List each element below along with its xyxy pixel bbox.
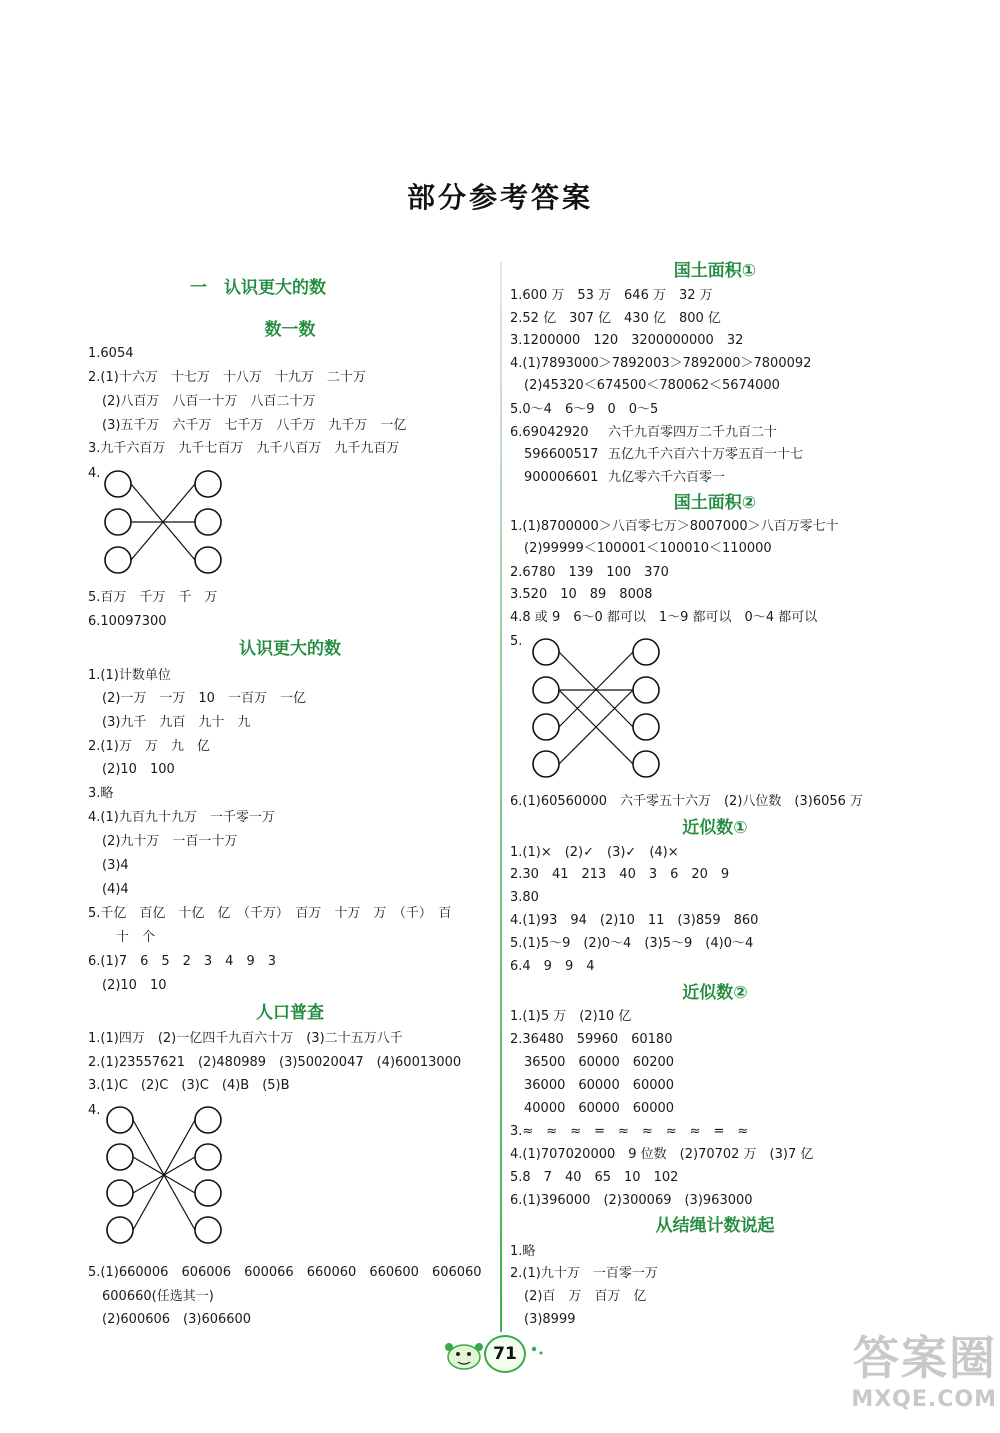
- answer-line: 1.(1)四万 (2)一亿四千九百六十万 (3)二十五万八千: [88, 1031, 403, 1046]
- dot-ornament-icon: [530, 1343, 544, 1357]
- answer-line: 4.(1)707020000 9 位数 (2)70702 万 (3)7 亿: [510, 1147, 814, 1162]
- answer-line: (2)10 10: [102, 978, 167, 993]
- answer-line: 6.10097300: [88, 614, 167, 629]
- answer-line: 5.千亿 百亿 十亿 亿 （千万） 百万 十万 万 （千） 百: [88, 906, 452, 921]
- watermark-url: MXQE.COM: [851, 1387, 997, 1412]
- answer-line: 6.(1)396000 (2)300069 (3)963000: [510, 1193, 753, 1208]
- answer-line: 2.30 41 213 40 3 6 20 9: [510, 867, 730, 882]
- page-number: 71: [484, 1335, 526, 1373]
- answer-line: 4.: [88, 1103, 101, 1118]
- answer-line: 2.6780 139 100 370: [510, 565, 669, 580]
- answer-line: 5.8 7 40 65 10 102: [510, 1170, 679, 1185]
- answer-line: 4.8 或 9 6～0 都可以 1～9 都可以 0～4 都可以: [510, 610, 818, 625]
- answer-line: 6.(1)60560000 六千零五十六万 (2)八位数 (3)6056 万: [510, 794, 864, 809]
- answer-line: 1.(1)× (2)✓ (3)✓ (4)×: [510, 845, 679, 860]
- answer-line: 六千九百零四万二千九百二十: [608, 425, 778, 440]
- page-number-badge: [440, 1335, 550, 1375]
- answer-line: 3.1200000 120 3200000000 32: [510, 333, 744, 348]
- answer-line: (2)10 100: [102, 762, 175, 777]
- answer-line: 1.略: [510, 1244, 536, 1259]
- answer-line: 5.(1)660006 606006 600066 660060 660600 606060: [88, 1265, 482, 1280]
- answer-line: 3.(1)C (2)C (3)C (4)B (5)B: [88, 1078, 290, 1093]
- answer-line: (4)4: [102, 882, 129, 897]
- answer-line: 2.(1)万 万 九 亿: [88, 739, 210, 754]
- answer-line: 36500 60000 60200: [524, 1055, 675, 1070]
- answer-line: 900006601: [524, 470, 599, 485]
- answer-line: (2)600606 (3)606600: [102, 1312, 252, 1327]
- answer-line: (3)4: [102, 858, 129, 873]
- watermark-logo-text: 答案圈: [853, 1331, 997, 1385]
- answer-line: 40000 60000 60000: [524, 1101, 675, 1116]
- section-title-jin-si-1: 近似数①: [682, 818, 748, 838]
- cartoon-mascot-icon: [440, 1337, 486, 1373]
- answer-line: 2.(1)九十万 一百零一万: [510, 1266, 658, 1281]
- answer-line: 4.(1)93 94 (2)10 11 (3)859 860: [510, 913, 759, 928]
- answer-line: 2.(1)十六万 十七万 十八万 十九万 二十万: [88, 370, 366, 385]
- answer-line: 3.≈ ≈ ≈ = ≈ ≈ ≈ ≈ = ≈: [510, 1124, 749, 1139]
- section-title-guo-tu-2: 国土面积②: [673, 493, 757, 513]
- answer-line: 1.600 万 53 万 646 万 32 万: [510, 288, 713, 303]
- matching-diagram: [100, 466, 230, 582]
- answer-line: (3)8999: [524, 1312, 576, 1327]
- section-title-jin-si-2: 近似数②: [682, 983, 748, 1003]
- answer-line: (2)百 万 百万 亿: [524, 1289, 647, 1304]
- section-title-ren-kou: 人口普查: [256, 1003, 324, 1023]
- answer-line: (3)五千万 六千万 七千万 八千万 九千万 一亿: [102, 418, 407, 433]
- answer-line: 5.: [510, 634, 523, 649]
- page-title: 部分参考答案: [406, 181, 593, 214]
- section-title-ren-shi: 认识更大的数: [239, 639, 341, 659]
- answer-line: 6.(1)7 6 5 2 3 4 9 3: [88, 954, 276, 969]
- answer-line: 4.(1)九百九十九万 一千零一万: [88, 810, 275, 825]
- answer-line: 1.(1)8700000＞八百零七万＞8007000＞八百万零七十: [510, 519, 839, 534]
- matching-diagram: [528, 636, 668, 784]
- answer-line: 2.52 亿 307 亿 430 亿 800 亿: [510, 311, 721, 326]
- section-title-shu-yi-shu: 数一数: [264, 320, 316, 340]
- column-divider: [500, 262, 502, 1332]
- answer-line: 596600517: [524, 447, 599, 462]
- matching-diagram: [102, 1102, 232, 1250]
- section-title-jie-sheng: 从结绳计数说起: [655, 1216, 775, 1236]
- answer-line: 5.(1)5～9 (2)0～4 (3)5～9 (4)0～4: [510, 936, 754, 951]
- answer-line: (2)一万 一万 10 一百万 一亿: [102, 691, 306, 706]
- answer-line: 4.: [88, 466, 101, 481]
- answer-line: (2)八百万 八百一十万 八百二十万: [102, 394, 316, 409]
- section-title-guo-tu-1: 国土面积①: [673, 261, 757, 281]
- answer-line: (2)99999＜100001＜100010＜110000: [524, 541, 772, 556]
- answer-line: 600660(任选其一): [102, 1289, 214, 1304]
- watermark: [782, 1328, 997, 1428]
- answer-line: 5.百万 千万 千 万: [88, 590, 218, 605]
- answer-line: 3.80: [510, 890, 539, 905]
- answer-line: (2)45320＜674500＜780062＜5674000: [524, 378, 780, 393]
- answer-line: 2.(1)23557621 (2)480989 (3)50020047 (4)60013000: [88, 1055, 462, 1070]
- answer-line: 2.36480 59960 60180: [510, 1032, 673, 1047]
- answer-line: 6.4 9 9 4: [510, 959, 595, 974]
- answer-line: 1.(1)计数单位: [88, 668, 171, 683]
- answer-line: (3)九千 九百 九十 九: [102, 715, 251, 730]
- answer-line: 6.69042920: [510, 425, 589, 440]
- answer-line: 4.(1)7893000＞7892003＞7892000＞7800092: [510, 356, 812, 371]
- unit-title: 一 认识更大的数: [190, 278, 326, 298]
- answer-line: 5.0～4 6～9 0 0～5: [510, 402, 659, 417]
- answer-line: (2)九十万 一百一十万: [102, 834, 238, 849]
- answer-line: 3.九千六百万 九千七百万 九千八百万 九千九百万: [88, 441, 400, 456]
- answer-line: 36000 60000 60000: [524, 1078, 675, 1093]
- answer-line: 3.520 10 89 8008: [510, 587, 653, 602]
- answer-line: 3.略: [88, 786, 114, 801]
- answer-line: 九亿零六千六百零一: [608, 470, 726, 485]
- answer-line: 1.(1)5 万 (2)10 亿: [510, 1009, 632, 1024]
- answer-line: 十 个: [116, 930, 156, 945]
- answer-line: 1.6054: [88, 346, 134, 361]
- answer-line: 五亿九千六百六十万零五百一十七: [608, 447, 804, 462]
